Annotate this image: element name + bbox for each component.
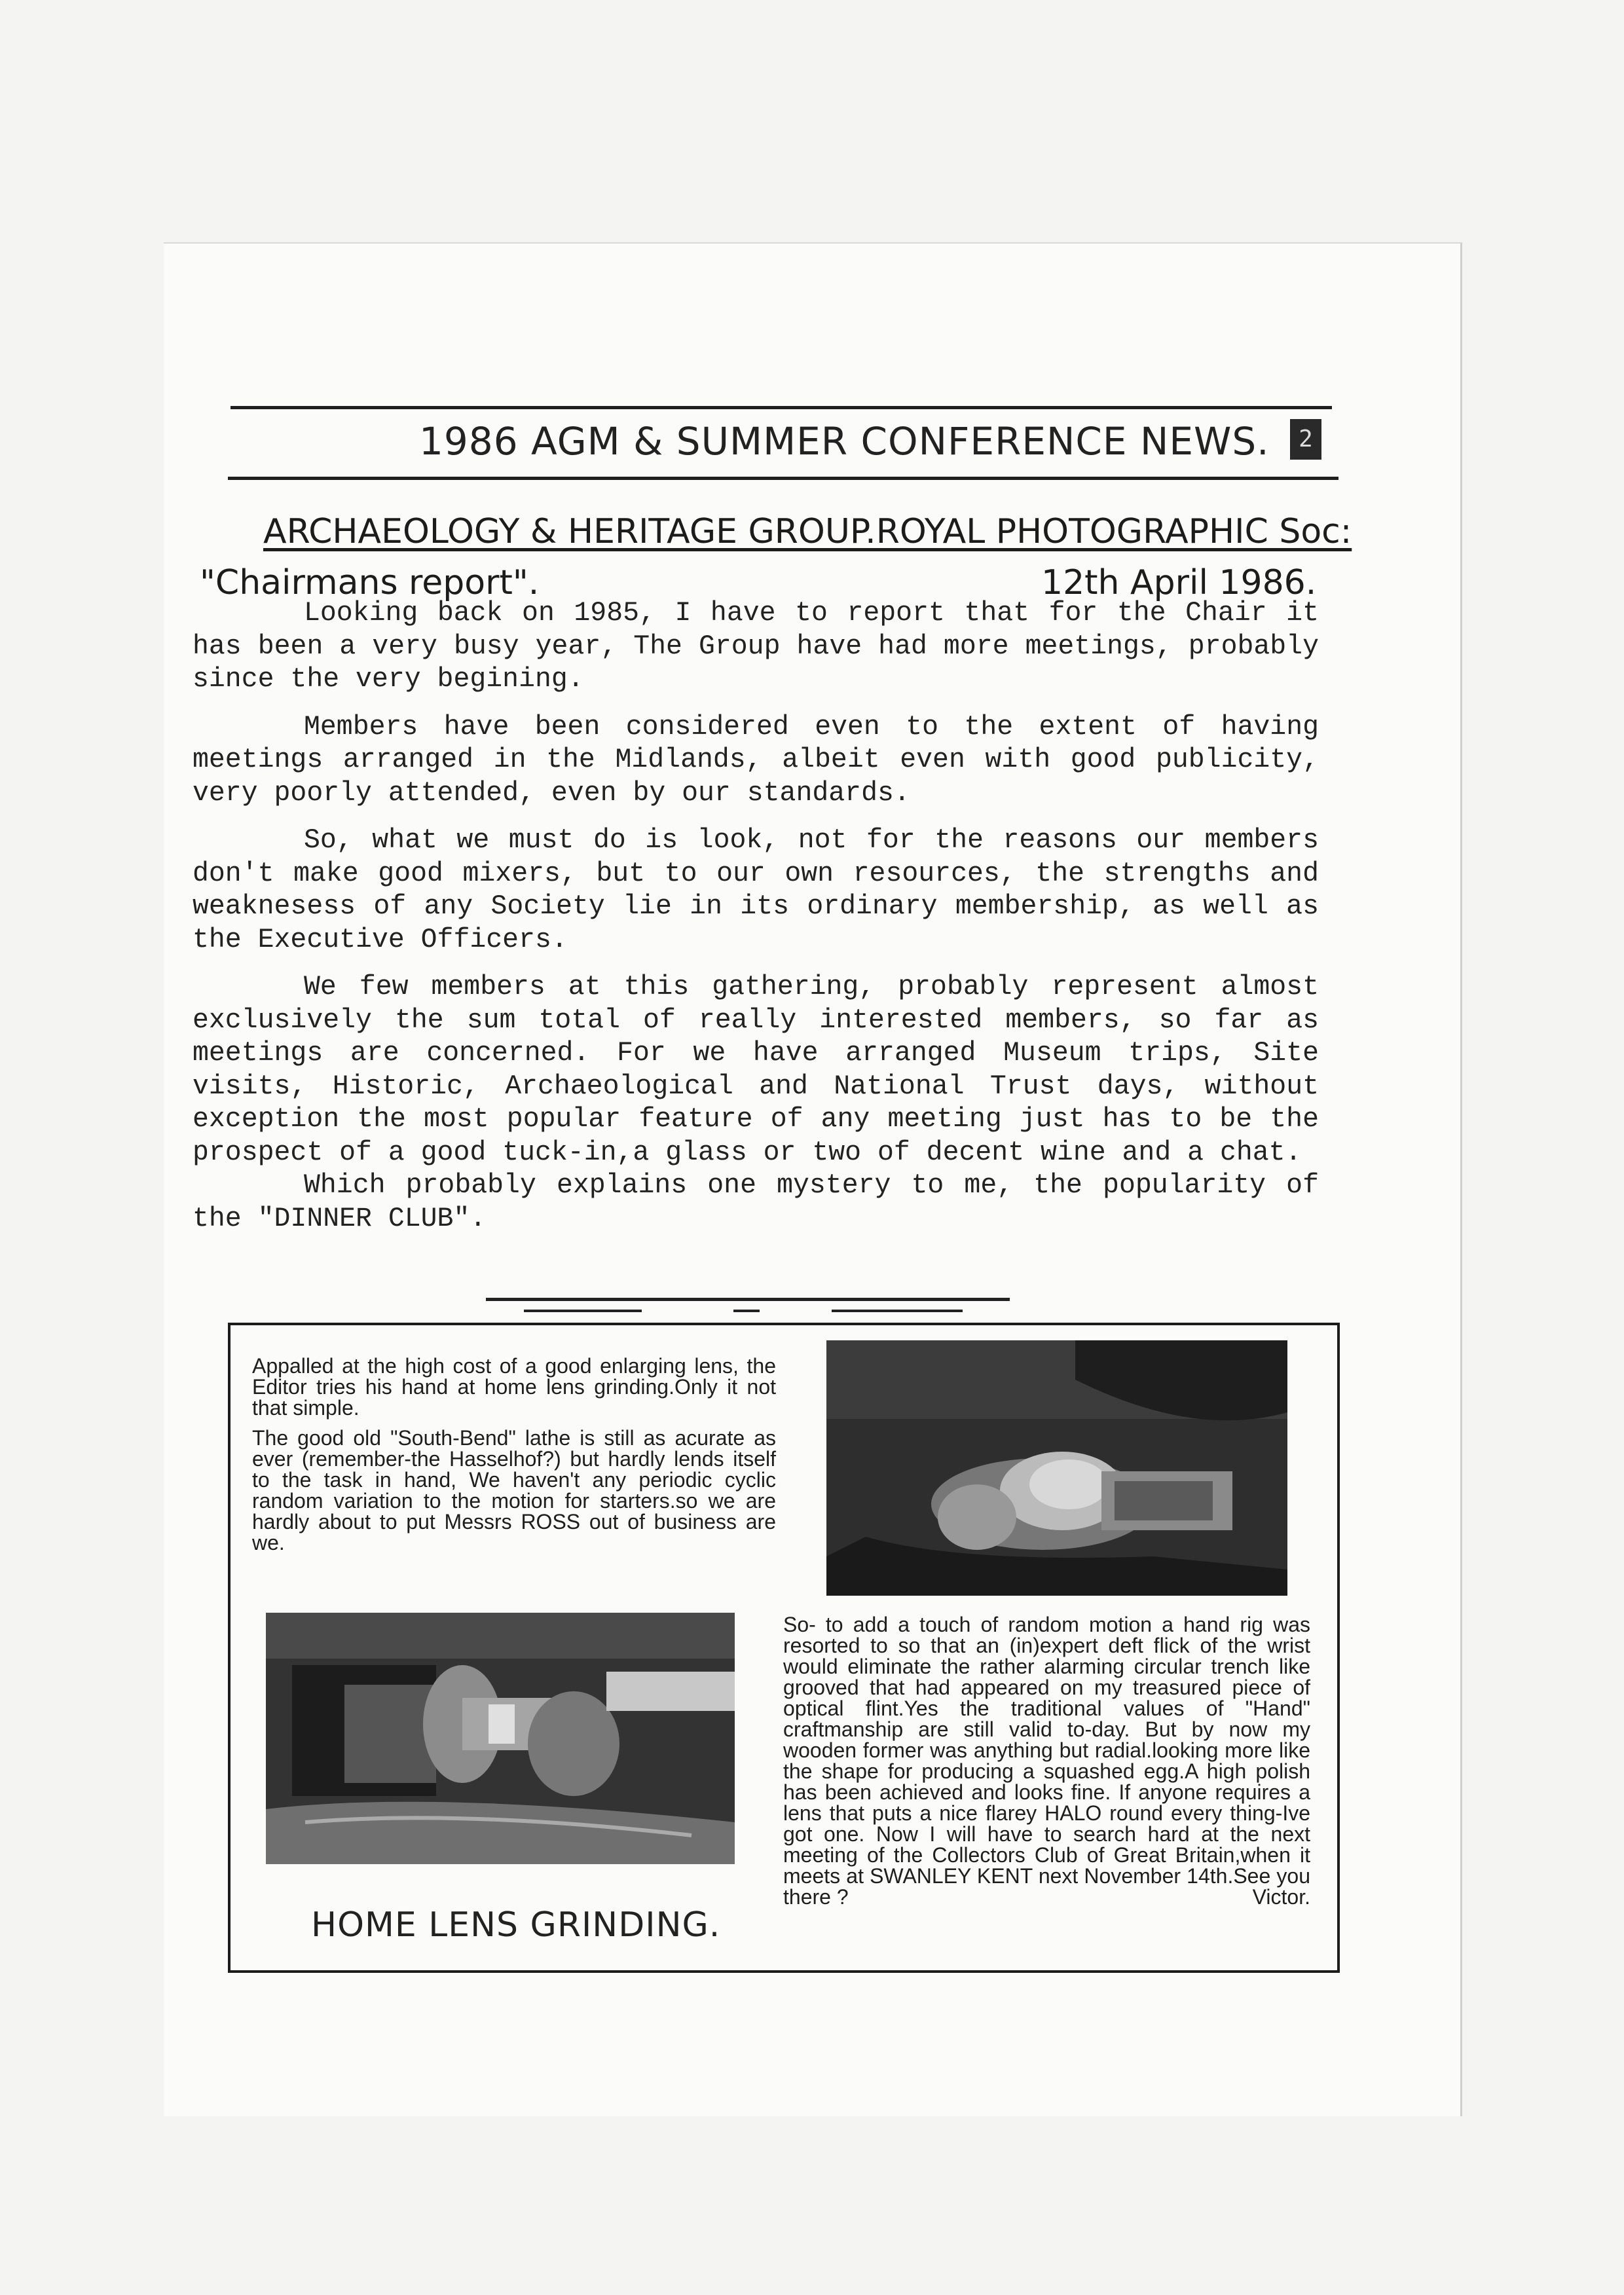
report-paragraph: Looking back on 1985, I have to report that for the Chair it has been a very busy year, The Group have had more meetings, probably since the very begining. [193,598,1319,695]
page-number-badge: 2 [1290,419,1321,460]
report-paragraph: Members have been considered even to the extent of having meetings arranged in the Midlands, albeit even with good publicity, very poorly attended, even by our standards. [193,711,1319,809]
feature-paragraph: The good old "South-Bend" lathe is still as acurate as ever (remember-the Hasselhof?) but hardly lends itself to the task in hand, We haven't any periodic cyclic random variation to the motion for starters.so we are hardly about to put Messrs ROSS out of business are we. [252,1426,776,1554]
group-title: ARCHAEOLOGY & HERITAGE GROUP.ROYAL PHOTOGRAPHIC Soc: [263,512,1352,551]
report-paragraph: Which probably explains one mystery to me, the popularity of the "DINNER CLUB". [193,1170,1319,1234]
header-top-rule [231,406,1332,409]
report-title: "Chairmans report". [200,563,540,602]
chairmans-report-body [193,597,1319,1250]
lens-photo [826,1340,1287,1596]
author-signature: Victor. [1252,1885,1310,1909]
report-paragraph: So, what we must do is look, not for the reasons our members don't make good mixers, but to our own resources, the strengths and weaknesess of any Society lie in its ordinary membership, as well as the Executive Officers. [193,825,1319,955]
report-paragraph: We few members at this gathering, probably represent almost exclusively the sum total of really interested members, so far as meetings are concerned. For we have arranged Museum trips, Site visits, Historic, Archaeological and National Trust days, without exception the most popular feature of any meeting just has to be the prospect of a good tuck-in,a glass or two of decent wine and a chat. [193,972,1319,1168]
feature-paragraph: So- to add a touch of random motion a hand rig was resorted to so that an (in)expert deft flick of the wrist would eliminate the rather alarming circular trench like grooved that had appeared on my treasured piece of optical flint.Yes the traditional values of "Hand" craftmanship are still valid to-day. But by now my wooden former was anything but radial.looking more like the shape for producing a squashed egg.A high polish has been achieved and looks fine. If anyone requires a lens that puts a nice flarey HALO round every thing-Ive got one. Now I will have to search hard at the next meeting of the Collectors Club of Great Britain,when it meets at SWANLEY KENT next November 14th.See you there ? [783,1613,1310,1909]
feature-story-text [783,1614,1310,1907]
lathe-photo [266,1613,735,1864]
feature-paragraph: Appalled at the high cost of a good enlarging lens, the Editor tries his hand at home lens grinding.Only it not that simple. [252,1354,776,1420]
separator-rule [524,1310,642,1312]
feature-intro-text [252,1355,776,1562]
report-date: 12th April 1986. [1041,563,1317,602]
header-title: 1986 AGM & SUMMER CONFERENCE NEWS. [419,419,1270,464]
separator-rule [733,1310,760,1312]
separator-rule [832,1310,963,1312]
header-bottom-rule [228,477,1338,480]
photo-caption: HOME LENS GRINDING. [311,1905,721,1945]
separator-rule [486,1298,1010,1301]
